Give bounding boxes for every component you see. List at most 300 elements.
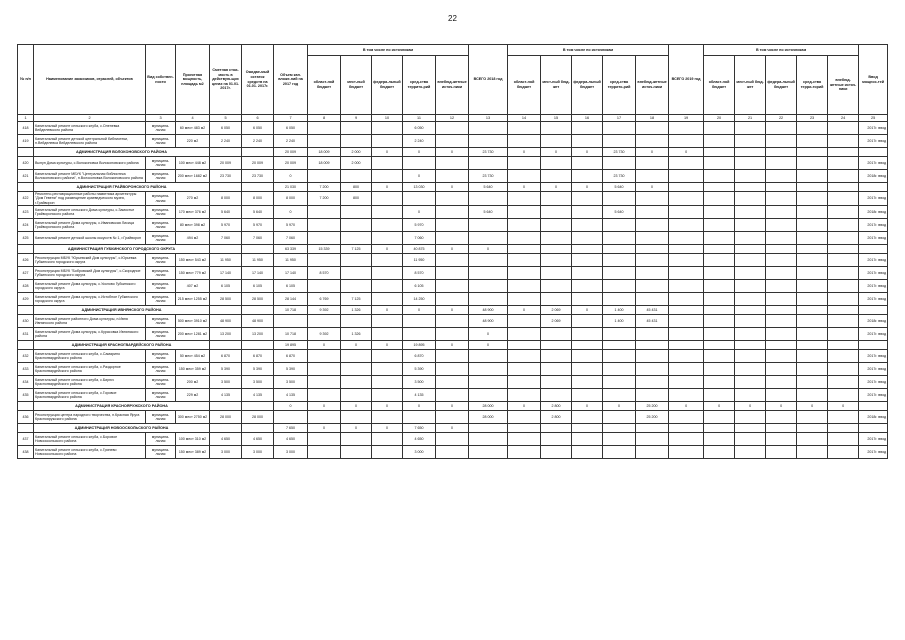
value-col-19 <box>669 280 704 293</box>
value-col-18 <box>636 206 669 219</box>
value-col-19 <box>669 219 704 232</box>
value-col-13 <box>469 389 508 402</box>
estimate-cost: 13 200 <box>210 328 242 341</box>
value-col-18 <box>636 424 669 433</box>
value-col-22 <box>766 206 797 219</box>
row-number: 424 <box>18 219 34 232</box>
value-col-14: 0 <box>508 183 541 192</box>
value-col-12 <box>436 376 469 389</box>
value-col-22 <box>766 192 797 206</box>
estimate-cost: 28 500 <box>210 293 242 306</box>
value-col-19 <box>669 306 704 315</box>
department-name: АДМИНИСТРАЦИЯ ИВНЯНСКОГО РАЙОНА <box>34 306 210 315</box>
value-col-20 <box>704 306 735 315</box>
value-col-22 <box>766 328 797 341</box>
value-col-7: 10 718 <box>274 328 308 341</box>
column-number: 20 <box>704 115 735 122</box>
column-number: 9 <box>341 115 372 122</box>
value-col-18 <box>636 350 669 363</box>
expected-remainder: 28 000 <box>242 411 274 424</box>
value-col-24 <box>828 254 859 267</box>
value-col-7: 6 105 <box>274 280 308 293</box>
value-col-13: 5 640 <box>469 206 508 219</box>
value-col-23 <box>797 315 828 328</box>
value-col-23 <box>797 148 828 157</box>
ownership-type: муниципа-льная <box>146 293 176 306</box>
value-col-21 <box>735 135 766 148</box>
row-number: 435 <box>18 389 34 402</box>
table-body <box>18 115 888 459</box>
value-col-12 <box>436 293 469 306</box>
value-col-19: 0 <box>669 148 704 157</box>
value-col-18 <box>636 170 669 183</box>
value-col-20 <box>704 411 735 424</box>
object-name: Капитальный ремонт сельского клуба, с.Гринево Новооскольского района <box>34 446 146 459</box>
value-col-8 <box>308 206 341 219</box>
value-col-17 <box>603 341 636 350</box>
department-row <box>18 148 888 157</box>
value-col-22 <box>766 219 797 232</box>
value-col-17 <box>603 135 636 148</box>
ownership-type: муниципа-льная <box>146 280 176 293</box>
value-col-23 <box>797 306 828 315</box>
value-col-20 <box>704 446 735 459</box>
ownership-type: муниципа-льная <box>146 389 176 402</box>
capacity: 170 мест 376 м2 <box>176 206 210 219</box>
value-col-20 <box>704 350 735 363</box>
value-col-22 <box>766 376 797 389</box>
header-col-13: ВСЕГО 2018 год <box>469 45 508 115</box>
value-col-13 <box>469 433 508 446</box>
value-col-13 <box>469 350 508 363</box>
value-col-16: 0 <box>572 402 603 411</box>
value-col-20 <box>704 341 735 350</box>
value-col-19 <box>669 254 704 267</box>
value-col-7 <box>274 315 308 328</box>
value-col-7: 0 <box>274 170 308 183</box>
value-col-14 <box>508 192 541 206</box>
remainder-cell <box>242 402 274 411</box>
value-col-23 <box>797 183 828 192</box>
value-col-13: 0 <box>469 245 508 254</box>
value-col-24 <box>828 446 859 459</box>
table-row <box>18 363 888 376</box>
value-col-19 <box>669 350 704 363</box>
header-col-6: Ожидае-мый остаток средств на 01.01. 2017г. <box>242 45 274 115</box>
estimate-cell <box>210 306 242 315</box>
value-col-7: 10 718 <box>274 306 308 315</box>
capacity: 300 мест 2750 м2 <box>176 411 210 424</box>
commissioning: 2017г. ввод <box>859 192 888 206</box>
value-col-18 <box>636 389 669 402</box>
value-col-17: 5 640 <box>603 183 636 192</box>
value-col-15 <box>541 446 572 459</box>
value-col-14 <box>508 363 541 376</box>
value-col-14 <box>508 122 541 135</box>
value-col-24 <box>828 350 859 363</box>
value-col-9: 0 <box>341 424 372 433</box>
header-col-12: внебюд-жетные источ-ники <box>436 56 469 115</box>
value-col-21 <box>735 170 766 183</box>
ownership-type: муниципа-льная <box>146 315 176 328</box>
row-number: 430 <box>18 315 34 328</box>
value-col-20 <box>704 389 735 402</box>
value-col-16 <box>572 254 603 267</box>
value-col-9 <box>341 315 372 328</box>
column-number: 7 <box>274 115 308 122</box>
capacity: 200 м2 <box>176 376 210 389</box>
value-col-9 <box>341 389 372 402</box>
value-col-24 <box>828 306 859 315</box>
page-number: 22 <box>448 14 457 23</box>
value-col-13 <box>469 232 508 245</box>
value-col-22 <box>766 148 797 157</box>
estimate-cost: 7 060 <box>210 232 242 245</box>
value-col-22 <box>766 245 797 254</box>
value-col-8 <box>308 363 341 376</box>
column-number: 8 <box>308 115 341 122</box>
header-row-groups <box>18 45 888 56</box>
ownership-type: муниципа-льная <box>146 170 176 183</box>
value-col-13 <box>469 192 508 206</box>
table-row <box>18 192 888 206</box>
value-col-14 <box>508 350 541 363</box>
department-name: АДМИНИСТРАЦИЯ НОВООСКОЛЬСКОГО РАЙОНА <box>34 424 210 433</box>
value-col-20 <box>704 135 735 148</box>
value-col-7: 7 060 <box>274 232 308 245</box>
value-col-22 <box>766 267 797 280</box>
commissioning-cell <box>859 183 888 192</box>
header-col-8: област-ной бюджет <box>308 56 341 115</box>
commissioning: 2017г. ввод <box>859 267 888 280</box>
estimate-cell <box>210 341 242 350</box>
value-col-16: 0 <box>572 306 603 315</box>
value-col-12: 0 <box>436 183 469 192</box>
value-col-9 <box>341 280 372 293</box>
value-col-11: 0 <box>403 148 436 157</box>
value-col-13 <box>469 363 508 376</box>
value-col-19 <box>669 315 704 328</box>
column-number: 14 <box>508 115 541 122</box>
value-col-10 <box>372 376 403 389</box>
column-number: 6 <box>242 115 274 122</box>
value-col-10: 0 <box>372 341 403 350</box>
expected-remainder: 23 730 <box>242 170 274 183</box>
value-col-15 <box>541 328 572 341</box>
value-col-13 <box>469 157 508 170</box>
value-col-9: 2 000 <box>341 148 372 157</box>
value-col-22 <box>766 433 797 446</box>
value-col-16 <box>572 245 603 254</box>
value-col-22 <box>766 341 797 350</box>
expected-remainder: 20 009 <box>242 157 274 170</box>
value-col-16 <box>572 206 603 219</box>
value-col-24 <box>828 245 859 254</box>
header-col-7: Объем кап. вложе-ний на 2017 год <box>274 45 308 115</box>
ownership-type: муниципа-льная <box>146 433 176 446</box>
value-col-19 <box>669 267 704 280</box>
value-col-20 <box>704 315 735 328</box>
value-col-23 <box>797 232 828 245</box>
value-col-8 <box>308 122 341 135</box>
value-col-10 <box>372 328 403 341</box>
value-col-18 <box>636 135 669 148</box>
value-col-10 <box>372 446 403 459</box>
value-col-14 <box>508 341 541 350</box>
value-col-9: 2 000 <box>341 157 372 170</box>
value-col-20 <box>704 192 735 206</box>
remainder-cell <box>242 306 274 315</box>
value-col-22 <box>766 183 797 192</box>
value-col-18 <box>636 446 669 459</box>
value-col-22 <box>766 306 797 315</box>
value-col-18 <box>636 433 669 446</box>
commissioning: 2017г. ввод <box>859 433 888 446</box>
value-col-10 <box>372 293 403 306</box>
commissioning: 2017г. ввод <box>859 254 888 267</box>
value-col-11: 6 050 <box>403 122 436 135</box>
value-col-23 <box>797 433 828 446</box>
value-col-23: 0 <box>797 402 828 411</box>
value-col-7: 4 650 <box>274 433 308 446</box>
value-col-7: 19 895 <box>274 341 308 350</box>
department-name: АДМИНИСТРАЦИЯ КРАСНОЯРУЖСКОГО РАЙОНА <box>34 402 210 411</box>
value-col-19 <box>669 122 704 135</box>
value-col-14 <box>508 254 541 267</box>
capacity: 200 мест 1682 м2 <box>176 170 210 183</box>
value-col-9 <box>341 170 372 183</box>
value-col-16 <box>572 433 603 446</box>
value-col-12: 0 <box>436 341 469 350</box>
value-col-21 <box>735 350 766 363</box>
value-col-8 <box>308 232 341 245</box>
value-col-14 <box>508 135 541 148</box>
value-col-15: 0 <box>541 183 572 192</box>
value-col-11: 3 500 <box>403 376 436 389</box>
value-col-9: 800 <box>341 192 372 206</box>
value-col-12 <box>436 206 469 219</box>
value-col-11: 14 250 <box>403 293 436 306</box>
row-number-cell <box>18 245 34 254</box>
value-col-24 <box>828 341 859 350</box>
value-col-8 <box>308 280 341 293</box>
value-col-10 <box>372 433 403 446</box>
value-col-12 <box>436 363 469 376</box>
value-col-10 <box>372 363 403 376</box>
expected-remainder: 4 135 <box>242 389 274 402</box>
estimate-cell <box>210 424 242 433</box>
value-col-9: 1 326 <box>341 306 372 315</box>
value-col-17: 1 400 <box>603 306 636 315</box>
value-col-13 <box>469 293 508 306</box>
ownership-type: муниципа-льная <box>146 254 176 267</box>
value-col-19 <box>669 183 704 192</box>
value-col-11: 2 240 <box>403 135 436 148</box>
table-row <box>18 280 888 293</box>
header-col-16: федера-льный бюджет <box>572 56 603 115</box>
object-name: Капитальный ремонт сельского клуба, с.Горовое Красногвардейского района <box>34 389 146 402</box>
value-col-8 <box>308 170 341 183</box>
table-row <box>18 135 888 148</box>
expected-remainder: 6 050 <box>242 122 274 135</box>
expected-remainder: 2 240 <box>242 135 274 148</box>
object-name: Капитальный ремонт Дома культуры, с.Истобное Губкинского городского округа <box>34 293 146 306</box>
row-number: 422 <box>18 192 34 206</box>
value-col-12 <box>436 280 469 293</box>
value-col-21 <box>735 341 766 350</box>
header-col-17: сред-ства террито-рий <box>603 56 636 115</box>
value-col-11: 4 135 <box>403 389 436 402</box>
value-col-14 <box>508 411 541 424</box>
value-col-18 <box>636 232 669 245</box>
value-col-22 <box>766 363 797 376</box>
value-col-24 <box>828 363 859 376</box>
value-col-13: 28 000 <box>469 402 508 411</box>
row-number: 437 <box>18 433 34 446</box>
value-col-18 <box>636 328 669 341</box>
value-col-16 <box>572 389 603 402</box>
capacity: 80 мест 398 м2 <box>176 219 210 232</box>
estimate-cost: 11 950 <box>210 254 242 267</box>
value-col-20 <box>704 232 735 245</box>
value-col-8: 8 570 <box>308 267 341 280</box>
value-col-24 <box>828 219 859 232</box>
value-col-22 <box>766 350 797 363</box>
row-number-cell <box>18 183 34 192</box>
value-col-14: 0 <box>508 148 541 157</box>
commissioning: 2017г. ввод <box>859 328 888 341</box>
value-col-10: 0 <box>372 424 403 433</box>
value-col-9: 7 125 <box>341 245 372 254</box>
row-number: 423 <box>18 206 34 219</box>
object-name: Ремонтно-реставрационные работы памятника архитектуры "Дом Гевени" под размещение краеведческого музея, г.Грайворон <box>34 192 146 206</box>
value-col-19 <box>669 363 704 376</box>
column-number: 5 <box>210 115 242 122</box>
value-col-24 <box>828 433 859 446</box>
ownership-type: муниципа-льная <box>146 267 176 280</box>
row-number: 432 <box>18 350 34 363</box>
commissioning: 2017г. ввод <box>859 157 888 170</box>
value-col-8 <box>308 446 341 459</box>
value-col-17 <box>603 192 636 206</box>
value-col-9 <box>341 135 372 148</box>
remainder-cell <box>242 148 274 157</box>
value-col-17 <box>603 122 636 135</box>
row-number: 434 <box>18 376 34 389</box>
value-col-21 <box>735 232 766 245</box>
value-col-14 <box>508 267 541 280</box>
value-col-15 <box>541 170 572 183</box>
department-name: АДМИНИСТРАЦИЯ КРАСНОГВАРДЕЙСКОГО РАЙОНА <box>34 341 210 350</box>
object-name: Реконструкция центра народного творчества, п.Красная Яруга Краснояружского района <box>34 411 146 424</box>
row-number: 429 <box>18 293 34 306</box>
value-col-11: 0 <box>403 206 436 219</box>
row-number: 438 <box>18 446 34 459</box>
value-col-11: 8 570 <box>403 267 436 280</box>
column-number: 4 <box>176 115 210 122</box>
value-col-14: 0 <box>508 306 541 315</box>
value-col-13: 0 <box>469 341 508 350</box>
value-col-10 <box>372 232 403 245</box>
value-col-22 <box>766 170 797 183</box>
value-col-17 <box>603 424 636 433</box>
value-col-7: 20 009 <box>274 148 308 157</box>
value-col-17 <box>603 280 636 293</box>
value-col-21 <box>735 192 766 206</box>
object-name: Капитальный ремонт сельского клуба, с.Боровое Новооскольского района <box>34 433 146 446</box>
department-row <box>18 424 888 433</box>
value-col-23 <box>797 122 828 135</box>
value-col-17 <box>603 433 636 446</box>
value-col-7: 7 650 <box>274 424 308 433</box>
value-col-24 <box>828 376 859 389</box>
value-col-12: 0 <box>436 424 469 433</box>
value-col-24 <box>828 148 859 157</box>
header-group-2018: В том числе по источникам <box>508 45 669 56</box>
value-col-22 <box>766 424 797 433</box>
value-col-17 <box>603 389 636 402</box>
value-col-18 <box>636 363 669 376</box>
value-col-8: 9 392 <box>308 328 341 341</box>
value-col-10 <box>372 135 403 148</box>
value-col-9 <box>341 350 372 363</box>
value-col-19 <box>669 206 704 219</box>
value-col-12 <box>436 157 469 170</box>
commissioning: 2017г. ввод <box>859 232 888 245</box>
table-row <box>18 350 888 363</box>
value-col-9: 800 <box>341 183 372 192</box>
value-col-9 <box>341 232 372 245</box>
value-col-24 <box>828 170 859 183</box>
value-col-24 <box>828 328 859 341</box>
value-col-8: 0 <box>308 402 341 411</box>
value-col-16 <box>572 411 603 424</box>
capacity: 150 мест 543 м2 <box>176 254 210 267</box>
capacity: 494 м2 <box>176 232 210 245</box>
capacity: 200 мест 1281 м2 <box>176 328 210 341</box>
expected-remainder: 7 060 <box>242 232 274 245</box>
value-col-10 <box>372 411 403 424</box>
value-col-22 <box>766 411 797 424</box>
commissioning: 2018г. ввод <box>859 315 888 328</box>
value-col-9 <box>341 219 372 232</box>
value-col-9 <box>341 433 372 446</box>
value-col-16 <box>572 280 603 293</box>
ownership-type: муниципа-льная <box>146 122 176 135</box>
value-col-16: 0 <box>572 183 603 192</box>
header-col-22: федера-льный бюджет <box>766 56 797 115</box>
commissioning: 2018г. ввод <box>859 170 888 183</box>
value-col-14 <box>508 219 541 232</box>
expected-remainder: 17 140 <box>242 267 274 280</box>
value-col-22 <box>766 293 797 306</box>
value-col-24 <box>828 267 859 280</box>
value-col-15 <box>541 341 572 350</box>
value-col-7: 11 950 <box>274 254 308 267</box>
commissioning: 2017г. ввод <box>859 293 888 306</box>
capacity: 150 мест 779 м2 <box>176 267 210 280</box>
value-col-19 <box>669 135 704 148</box>
header-col-20: област-ной бюджет <box>704 56 735 115</box>
value-col-17: 23 730 <box>603 170 636 183</box>
capacity: 220 м2 <box>176 135 210 148</box>
value-col-21 <box>735 206 766 219</box>
value-col-24 <box>828 122 859 135</box>
value-col-23 <box>797 280 828 293</box>
value-col-7: 3 500 <box>274 376 308 389</box>
value-col-13: 0 <box>469 328 508 341</box>
object-name: Капитальный ремонт сельского клуба, с.Самарино Красногвардейского района <box>34 350 146 363</box>
